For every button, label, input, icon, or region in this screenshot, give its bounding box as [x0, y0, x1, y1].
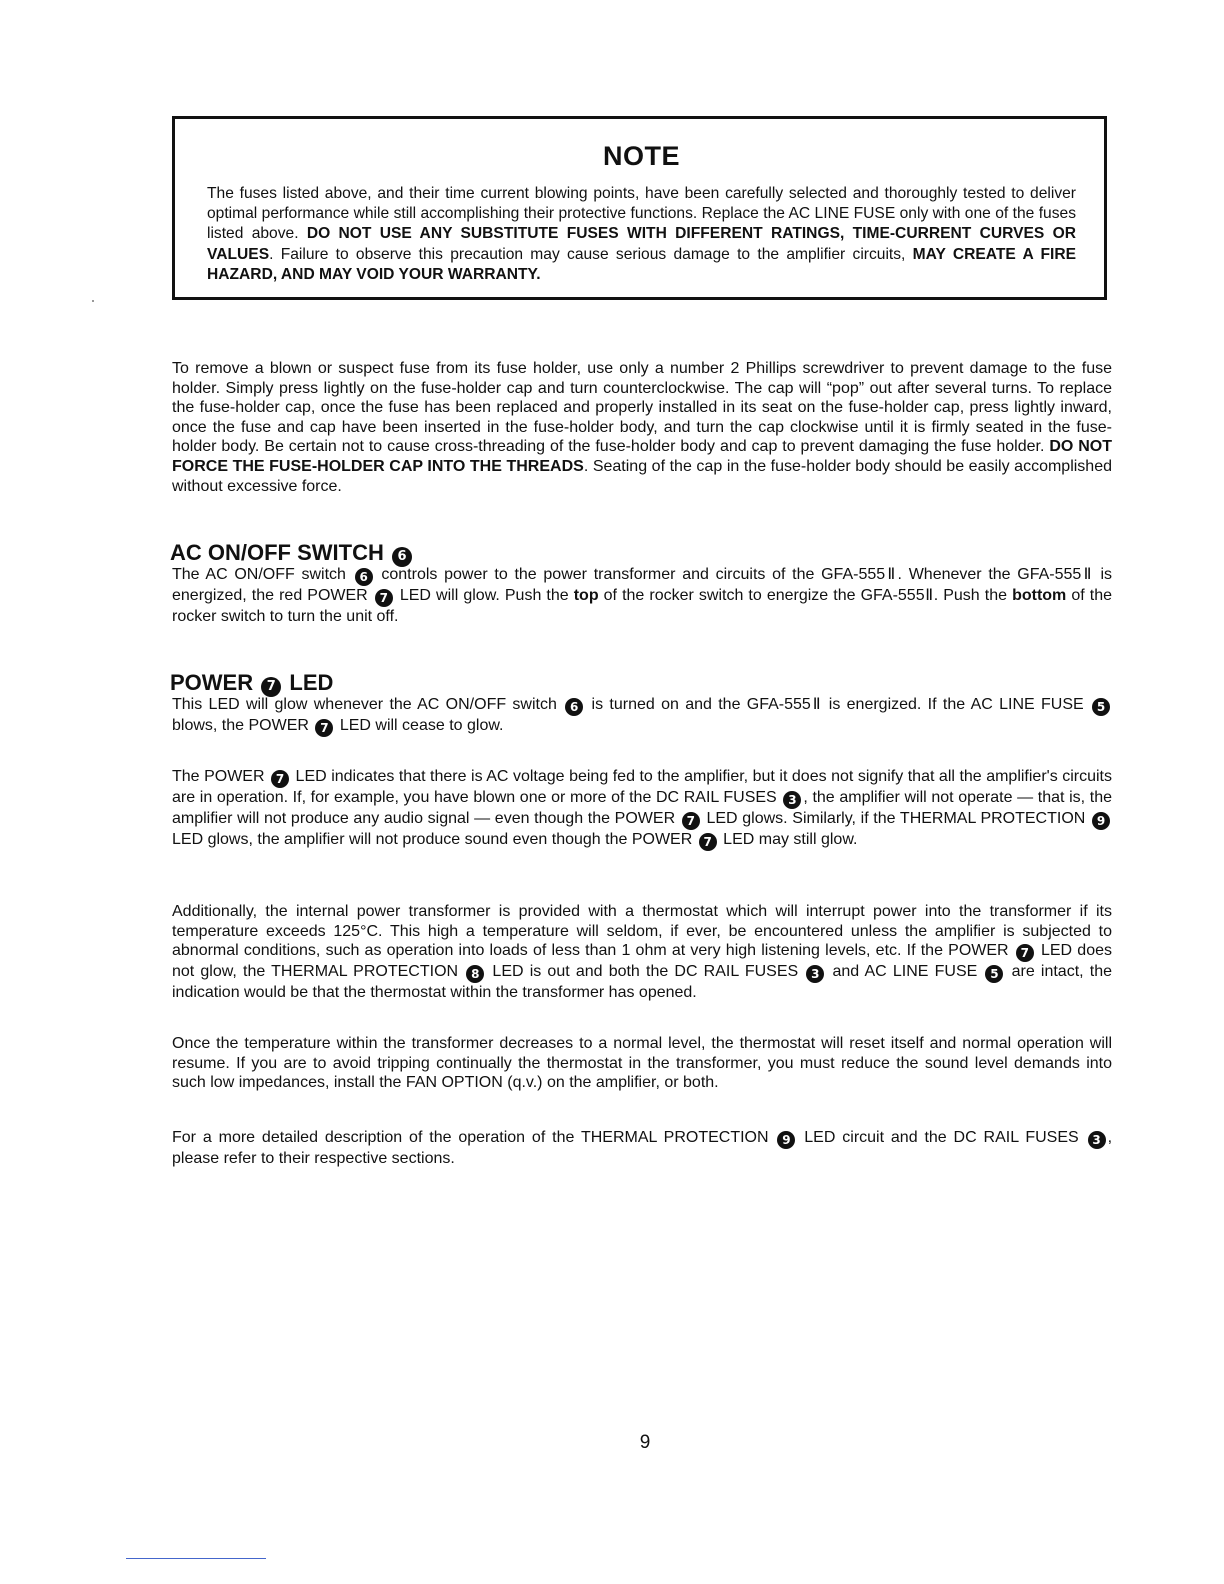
p3-text-4: and AC LINE FUSE	[826, 963, 984, 981]
ref-6-icon: 6	[355, 568, 373, 586]
fuse-removal-paragraph	[172, 359, 1112, 496]
ref-3-icon: 3	[783, 791, 801, 809]
ref-6-icon: 6	[565, 698, 583, 716]
footer-rule	[126, 1558, 266, 1559]
p1-text-3: blows, the POWER	[172, 717, 314, 734]
ac-switch-text-2: controls power to the power transformer and circuits of the GFA-555Ⅱ. Whenever the GFA-555Ⅱ is energized, the red POWER	[172, 566, 1112, 604]
ref-5-icon: 5	[1092, 698, 1110, 716]
power-led-paragraph-3	[172, 902, 1112, 1003]
ac-switch-heading	[170, 540, 414, 567]
ref-8-icon: 8	[466, 965, 484, 983]
power-led-paragraph-5	[172, 1128, 1112, 1169]
power-led-heading	[170, 670, 333, 697]
ac-switch-text-3: LED will glow. Push the	[394, 587, 574, 604]
p5-text-3: , please refer to their respective sections.	[172, 1129, 1113, 1167]
p5-text-2: LED circuit and the DC RAIL FUSES	[797, 1129, 1086, 1146]
note-warning-bold-2: MAY CREATE A FIRE HAZARD, AND MAY VOID YOUR WARRANTY.	[207, 245, 1076, 283]
ac-switch-paragraph	[172, 565, 1112, 627]
scan-speck	[92, 300, 94, 302]
p3-text-5: are intact, the indication would be that the thermostat within the transformer has opened.	[172, 963, 1113, 1002]
p2-text-5: LED glows, the amplifier will not produce sound even though the POWER	[172, 831, 697, 848]
note-text-1: The fuses listed above, and their time current blowing points, have been carefully selected and thoroughly tested to deliver optimal performance while still accomplishing their protective functions. Replace the AC LINE FUSE only with one of the fuses listed above.	[207, 185, 1076, 243]
p3-text-1: Additionally, the internal power transformer is provided with a thermostat which will interrupt power into the transformer if its temperature exceeds 125°C. This high a temperature will seldom, if ever, be encountered unless the amplifier is subjected to abnormal conditions, such as operation into loads of less than 1 ohm at very high listening levels, etc. If the POWER	[172, 903, 1112, 960]
ref-9-icon: 9	[777, 1131, 795, 1149]
ref-7-icon: 7	[699, 833, 717, 851]
ref-3-icon: 3	[806, 965, 824, 983]
fuse-warning-bold: DO NOT FORCE THE FUSE-HOLDER CAP INTO THE THREADS	[172, 438, 1113, 475]
ac-switch-heading-text: AC ON/OFF SWITCH	[170, 540, 384, 565]
power-led-paragraph-2	[172, 767, 1112, 851]
p2-text-3: , the amplifier will not operate — that is, the amplifier will not produce any audio signal — even though the POWER	[172, 789, 1113, 827]
fuse-text-2: . Seating of the cap in the fuse-holder body should be easily accomplished without excessive force.	[172, 457, 1113, 495]
ac-switch-bold-top: top	[573, 587, 599, 604]
p5-text-1: For a more detailed description of the operation of the THERMAL PROTECTION	[172, 1129, 776, 1146]
power-led-paragraph-4: Once the temperature within the transformer decreases to a normal level, the thermostat will reset itself and normal operation will resume. If you are to avoid tripping continually the thermostat in the transformer, you must reduce the sound level demands into such low impedances, install the FAN OPTION (q.v.) on the amplifier, or both.	[172, 1035, 1112, 1092]
ac-switch-text-5: of the rocker switch to turn the unit off.	[172, 587, 1112, 625]
ref-3-icon: 3	[1088, 1131, 1106, 1149]
p1-text-1: This LED will glow whenever the AC ON/OFF switch	[172, 696, 564, 713]
power-led-paragraph-1	[172, 695, 1112, 737]
note-warning-bold-1: DO NOT USE ANY SUBSTITUTE FUSES WITH DIFFERENT RATINGS, TIME-CURRENT CURVES OR VALUES	[207, 225, 1076, 263]
note-text-2: . Failure to observe this precaution may cause serious damage to the amplifier circuits,	[269, 245, 913, 263]
power-led-heading-text-b: LED	[289, 670, 334, 695]
ref-9-icon: 9	[1092, 812, 1110, 830]
p3-text-2: LED does not glow, the THERMAL PROTECTION	[172, 942, 1112, 981]
ref-7-icon: 7	[261, 677, 281, 697]
p2-text-2: LED indicates that there is AC voltage being fed to the amplifier, but it does not signify that all the amplifier's circuits are in operation. If, for example, you have blown one or more of the DC RAIL FUSES	[172, 768, 1113, 806]
ref-5-icon: 5	[985, 965, 1003, 983]
ac-switch-bold-bottom: bottom	[1012, 587, 1067, 604]
power-led-heading-text-a: POWER	[170, 670, 254, 695]
p2-text-6: LED may still glow.	[718, 831, 858, 848]
fuse-text-1: To remove a blown or suspect fuse from its fuse holder, use only a number 2 Phillips screwdriver to prevent damage to the fuse holder. Simply press lightly on the fuse-holder cap and turn counterclockwise. The cap will “pop” out after several turns. To replace the fuse-holder cap, once the fuse has been replaced and properly installed in its seat on the fuse-holder cap, press lightly inward, once the fuse and cap have been inserted in the fuse-holder body, and turn the cap clockwise until it is firmly seated in the fuse-holder body. Be certain not to cause cross-threading of the fuse-holder body and cap to prevent damaging the fuse holder.	[172, 360, 1112, 456]
ac-switch-text-4: of the rocker switch to energize the GFA-555Ⅱ. Push the	[598, 587, 1013, 604]
ref-7-icon: 7	[375, 589, 393, 607]
page-number: 9	[639, 1432, 651, 1453]
p1-text-4: LED will cease to glow.	[335, 717, 504, 734]
ref-7-icon: 7	[1016, 944, 1034, 962]
ref-6-icon: 6	[392, 547, 412, 567]
ref-7-icon: 7	[315, 719, 333, 737]
note-title: NOTE	[602, 141, 680, 171]
ref-7-icon: 7	[271, 770, 289, 788]
p1-text-2: is turned on and the GFA-555Ⅱ is energized. If the AC LINE FUSE	[585, 696, 1090, 713]
note-text	[207, 184, 1076, 285]
ref-7-icon: 7	[682, 812, 700, 830]
p2-text-1: The POWER	[172, 768, 270, 785]
ac-switch-text-1: The AC ON/OFF switch	[172, 566, 353, 583]
p2-text-4: LED glows. Similarly, if the THERMAL PROTECTION	[701, 810, 1090, 827]
p3-text-3: LED is out and both the DC RAIL FUSES	[486, 963, 805, 981]
note-box	[172, 116, 1107, 300]
